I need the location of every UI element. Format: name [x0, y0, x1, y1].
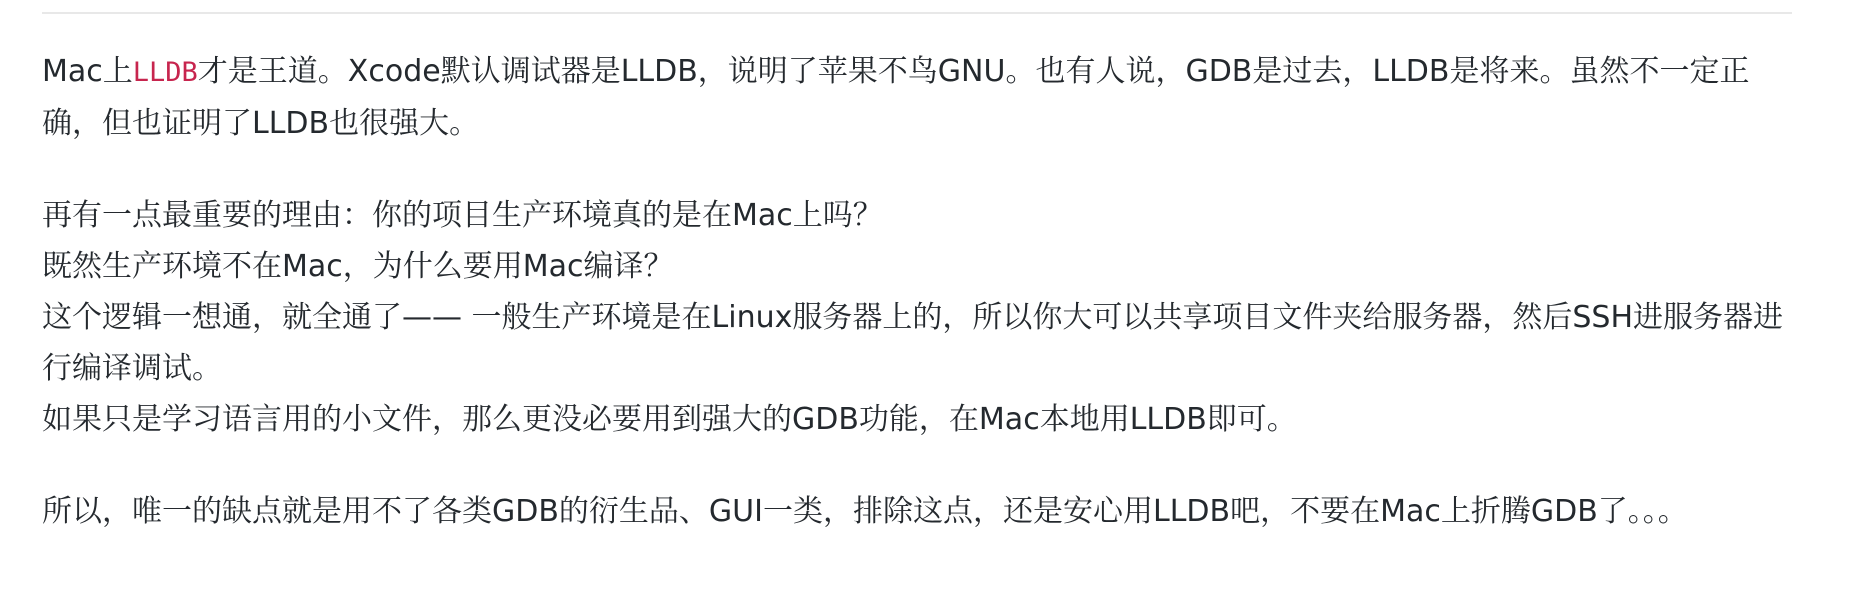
article-body — [42, 46, 1802, 578]
paragraph-line: 再有一点最重要的理由：你的项目生产环境真的是在Mac上吗？ — [42, 198, 883, 233]
paragraph-line: 既然生产环境不在Mac，为什么要用Mac编译？ — [42, 249, 674, 284]
paragraph-line: 这个逻辑一想通，就全通了—— 一般生产环境是在Linux服务器上的，所以你大可以共享项目文件夹给服务器，然后SSH进服务器进行编译调试。 — [42, 300, 1784, 386]
paragraph-conclusion-text: 所以，唯一的缺点就是用不了各类GDB的衍生品、GUI一类，排除这点，还是安心用LLDB吧，不要在Mac上折腾GDB了。。。 — [42, 494, 1688, 529]
paragraph-conclusion — [42, 486, 1692, 537]
paragraph-lldb-intro-text: 才是王道。Xcode默认调试器是LLDB，说明了苹果不鸟GNU。也有人说，GDB是过去，LLDB是将来。虽然不一定正确，但也证明了LLDB也很强大。 — [42, 54, 1750, 141]
inline-code-lldb: LLDB — [132, 57, 198, 88]
top-divider — [42, 12, 1792, 14]
paragraph-production-env — [42, 190, 1802, 445]
paragraph-lldb-intro-prefix: Mac上 — [42, 54, 133, 89]
paragraph-line: 如果只是学习语言用的小文件，那么更没必要用到强大的GDB功能，在Mac本地用LLDB即可。 — [42, 402, 1297, 437]
paragraph-lldb-intro — [42, 46, 1802, 149]
